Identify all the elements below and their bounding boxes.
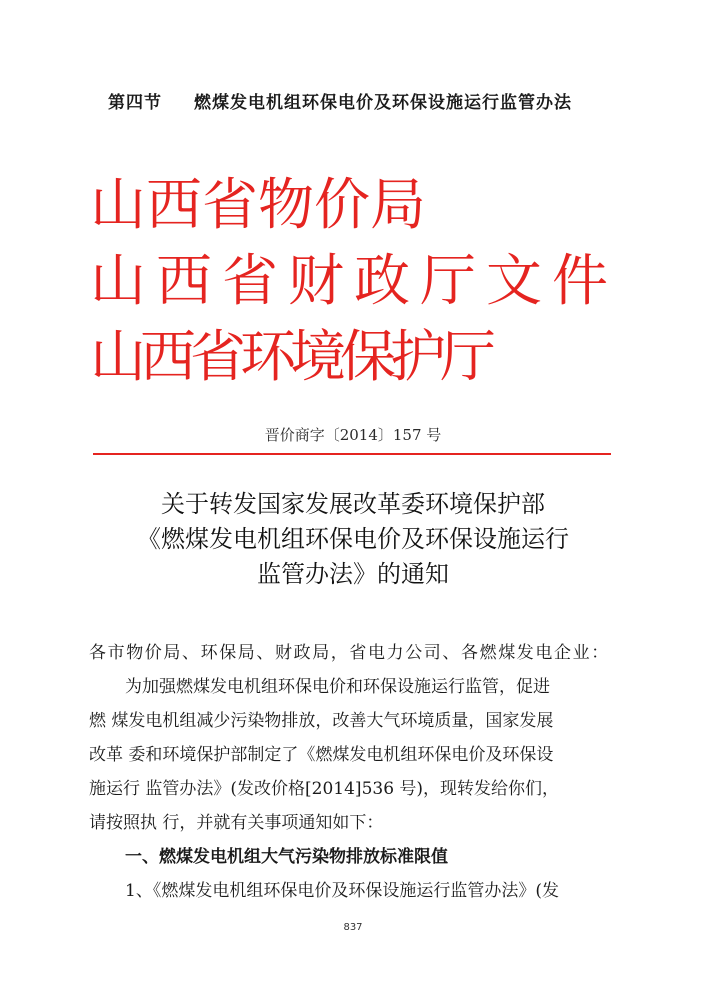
list-item-line: 1、《燃煤发电机组环保电价及环保设施运行监管办法》(发 — [125, 881, 559, 901]
red-divider — [93, 453, 611, 455]
document-title-line: 监管办法》的通知 — [257, 560, 449, 588]
document-title — [0, 487, 706, 592]
issuer-line-environment-department: 山西省环境保护厅 — [90, 325, 490, 390]
document-title-line: 《燃煤发电机组环保电价及环保设施运行 — [137, 525, 569, 553]
document-number: 晋价商字〔2014〕157 号 — [264, 426, 442, 444]
section-title: 燃煤发电机组环保电价及环保设施运行监管办法 — [194, 93, 572, 113]
addressee-line: 各市物价局、环保局、财政局，省电力公司、各燃煤发电企业： — [89, 643, 610, 663]
body-paragraph-line: 施运行 监管办法》(发改价格[2014]536 号)，现转发给你们， — [89, 779, 560, 799]
body-paragraph-line: 请按照执 行，并就有关事项通知如下： — [89, 813, 384, 833]
document-title-line: 关于转发国家发展改革委环境保护部 — [161, 490, 545, 518]
body-paragraph-line: 为加强燃煤发电机组环保电价和环保设施运行监管，促进 — [125, 677, 550, 697]
issuer-line-price-bureau: 山西省物价局 — [90, 173, 426, 238]
issuer-line-finance-department: 山西省财政厅文件 — [90, 249, 618, 314]
document-body — [89, 636, 619, 908]
section-subheading: 一、燃煤发电机组大气污染物排放标准限值 — [125, 847, 448, 867]
section-number: 第四节 — [108, 93, 162, 113]
body-paragraph-line: 改革 委和环境保护部制定了《燃煤发电机组环保电价及环保设 — [89, 745, 554, 765]
page-number: 837 — [343, 922, 363, 933]
body-paragraph-line: 燃 煤发电机组减少污染物排放，改善大气环境质量，国家发展 — [89, 711, 554, 731]
